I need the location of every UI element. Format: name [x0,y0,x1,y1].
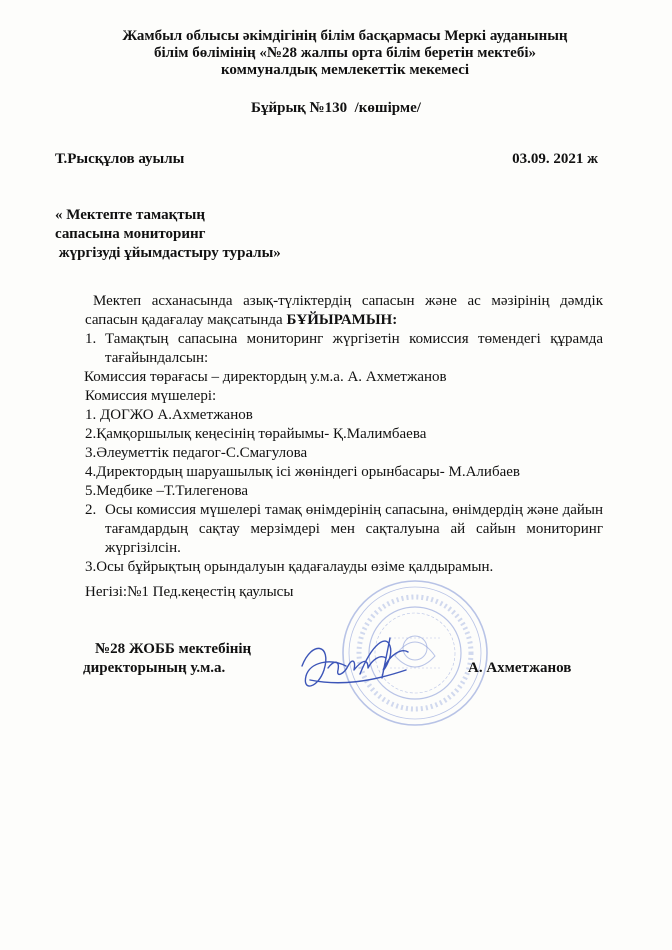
order-body [85,292,603,577]
signer-title [83,640,251,678]
intro-emphasis: БҰЙЫРАМЫН: [286,312,398,328]
header-line-2: білім бөлімінің «№28 жалпы орта білім беретін мектебі» [153,45,536,61]
commission-member-5: 5.Медбике –Т.Тилегенова [85,483,249,499]
order-date: 03.09. 2021 ж [512,151,598,167]
commission-members-label: Комиссия мүшелері: [85,388,217,404]
commission-member-2: 2.Қамқоршылық кеңесінің төрайымы- Қ.Малимбаева [85,426,427,442]
item-1-number: 1. [85,331,97,347]
signer-title-line-2: директорының у.м.а. [83,660,226,676]
commission-member-1: 1. ДОГЖО А.Ахметжанов [85,407,253,423]
header-line-1: Жамбыл облысы әкімдігінің білім басқармасы Меркі ауданының [122,28,568,44]
item-2-text: Осы комиссия мүшелері тамақ өнімдерінің сапасына, өнімдердің және дайын тағамдардың сақтау мерзімдері мен сақталуына ай сайын мониторинг жүргізілсін. [105,502,603,556]
signer-name: А. Ахметжанов [468,660,572,676]
order-item-3: 3.Осы бұйрықтың орындалуын қадағалауды өзіме қалдырамын. [85,559,494,575]
institution-header [80,28,610,79]
commission-member-3: 3.Әлеуметтік педагог-С.Смагулова [85,445,308,461]
commission-chair: Комиссия төрағасы – директордың у.м.а. А. Ахметжанов [84,369,447,385]
subject-line-3: жүргізуді ұйымдастыру туралы» [55,245,281,261]
signature [290,628,430,698]
header-line-3: коммуналдық мемлекеттік мекемесі [220,62,470,78]
intro-paragraph [85,292,603,330]
order-item-2 [85,501,603,558]
item-1-text: Тамақтың сапасына мониторинг жүргізетін комиссия төмендегі құрамда тағайындалсын: [105,331,603,366]
subject-line-1: « Мектепте тамақтың [55,207,205,223]
order-item-1 [85,330,603,368]
intro-text: Мектеп асханасында азық-түліктердің сапасын және ас мәзірінің дәмдік сапасын қадағалау мақсатында [85,293,603,328]
signer-title-line-1: №28 ЖОББ мектебінің [95,641,252,657]
place-name: Т.Рысқұлов ауылы [55,151,185,167]
order-subject [55,206,281,263]
basis-line: Негізі:№1 Пед.кеңестің қаулысы [85,584,294,600]
order-title: Бұйрық №130 /көшірме/ [251,100,421,116]
subject-line-2: сапасына мониторинг [55,226,206,242]
commission-member-4: 4.Директордың шаруашылық ісі жөніндегі орынбасары- М.Алибаев [85,464,520,480]
item-2-number: 2. [85,502,97,518]
